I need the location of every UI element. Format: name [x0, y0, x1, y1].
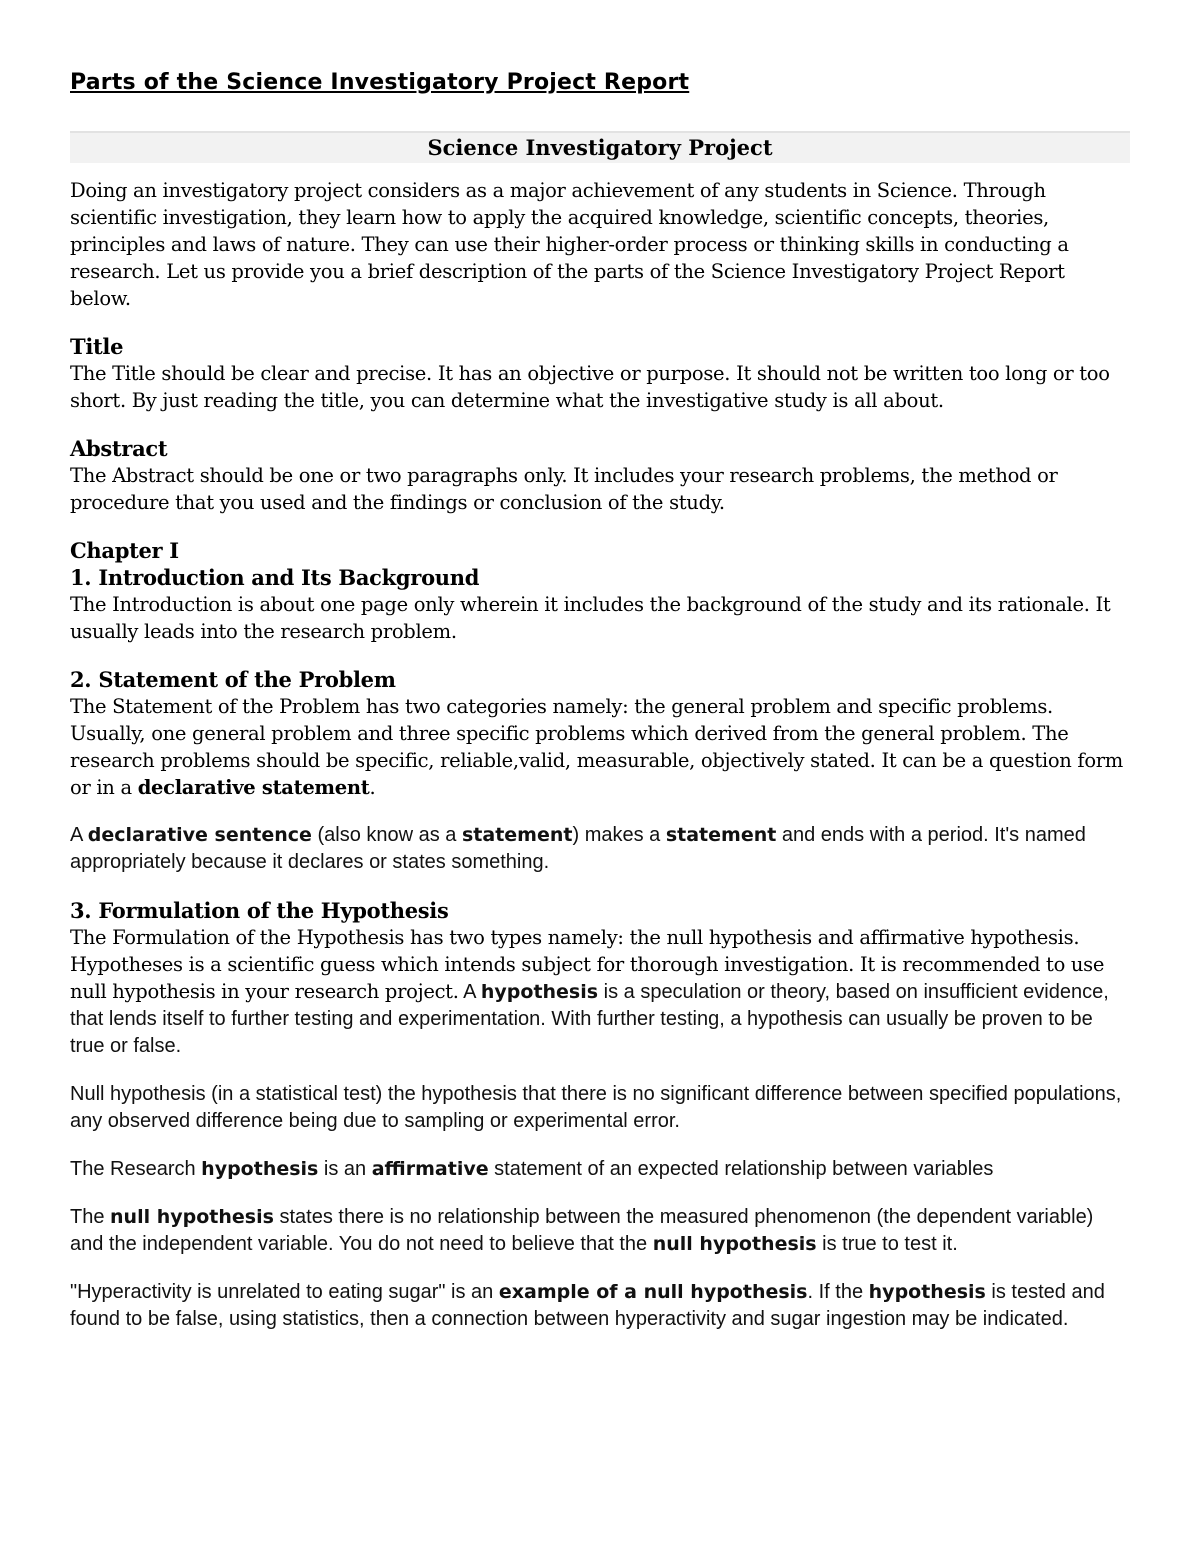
hypothesis-heading: 3. Formulation of the Hypothesis — [70, 898, 449, 923]
hypothesis-body — [70, 924, 1130, 1060]
problem-body — [70, 693, 1130, 801]
research-hypothesis-paragraph — [70, 1156, 1130, 1183]
chapter-heading: Chapter I — [70, 538, 179, 563]
bold-run: example of a null hypothesis — [498, 1281, 808, 1303]
bold-run: hypothesis — [201, 1158, 319, 1180]
bold-run: null hypothesis — [652, 1233, 817, 1255]
text-run: A — [458, 981, 481, 1003]
text-run: The — [70, 1206, 111, 1228]
abstract-heading: Abstract — [70, 436, 168, 461]
bold-run: hypothesis — [480, 981, 599, 1003]
text-run: ) makes a — [572, 824, 666, 846]
title-heading: Title — [70, 334, 124, 359]
bold-run: null hypothesis — [110, 1206, 274, 1228]
text-run: is tested and found to be false, using statistics, then a connection between hyperactivity and sugar ingestion may be indicated. — [70, 1281, 1105, 1330]
document-page — [70, 70, 1130, 1354]
bold-run: statement — [665, 824, 777, 846]
text-run: is true to test it. — [816, 1233, 958, 1255]
bold-run: statement — [462, 824, 573, 846]
null-definition-paragraph: Null hypothesis (in a statistical test) the hypothesis that there is no significant difference between specified populations, any observed difference being due to sampling or experimental error. — [70, 1083, 1122, 1132]
problem-heading: 2. Statement of the Problem — [70, 667, 396, 692]
text-run: is a speculation or theory, based on insufficient evidence, that lends itself to further testing and experimentation. With further testing, a hypothesis can usually be proven to be true or false. — [70, 981, 1109, 1057]
hypothesis-body-serif: The Formulation of the Hypothesis has two types namely: the null hypothesis and affirmative hypothesis. Hypotheses is a scientific guess which intends subject for thorough investigation. It is recommended to use null hypothesis in your research project. — [70, 926, 1105, 1003]
abstract-section — [70, 435, 1130, 516]
section-banner: Science Investigatory Project — [70, 131, 1130, 163]
text-run: (also know as a — [311, 824, 462, 846]
null-hypothesis-paragraph — [70, 1204, 1130, 1258]
bold-run: hypothesis — [868, 1281, 986, 1303]
title-body: The Title should be clear and precise. It has an objective or purpose. It should not be written too long or too short. By just reading the title, you can determine what the investigative study is all about. — [70, 362, 1110, 412]
problem-body-end: . — [369, 776, 376, 799]
bold-run: declarative sentence — [87, 824, 312, 846]
text-run: is an — [318, 1158, 372, 1180]
abstract-body: The Abstract should be one or two paragraphs only. It includes your research problems, the method or procedure that you used and the findings or conclusion of the study. — [70, 464, 1058, 514]
text-run: A — [70, 824, 88, 846]
declarative-paragraph — [70, 822, 1130, 876]
introduction-body: The Introduction is about one page only wherein it includes the background of the study and its rationale. It usually leads into the research problem. — [70, 593, 1111, 643]
hypothesis-section — [70, 897, 1130, 1060]
text-run: . If the — [807, 1281, 869, 1303]
text-run: The Research — [70, 1158, 202, 1180]
document-title: Parts of the Science Investigatory Project Report — [70, 70, 690, 95]
text-run: "Hyperactivity is unrelated to eating sugar" is an — [70, 1281, 499, 1303]
example-paragraph — [70, 1279, 1130, 1333]
problem-section — [70, 666, 1130, 801]
text-run: states there is no relationship between the measured phenomenon (the dependent variable) and the independent variable. You do not need to believe that the — [70, 1206, 1094, 1255]
text-run: and ends with a period. It's named appropriately because it declares or states something. — [70, 824, 1086, 873]
problem-body-bold: declarative statement — [137, 776, 370, 799]
intro-paragraph: Doing an investigatory project considers as a major achievement of any students in Science. Through scientific investigation, they learn how to apply the acquired knowledge, scientific concepts, theories, principles and laws of nature. They can use their higher-order process or thinking skills in conducting a research. Let us provide you a brief description of the parts of the Science Investigatory Project Report below. — [70, 179, 1069, 310]
text-run: statement of an expected relationship between variables — [488, 1158, 994, 1180]
introduction-heading: 1. Introduction and Its Background — [70, 565, 480, 590]
bold-run: affirmative — [371, 1158, 489, 1180]
title-section — [70, 333, 1130, 414]
problem-body-text: The Statement of the Problem has two categories namely: the general problem and specific problems. Usually, one general problem and three specific problems which derived from the general problem. The research problems should be specific, reliable,valid, measurable, objectively stated. It can be a question form or in a — [70, 695, 1123, 799]
chapter1-section — [70, 537, 1130, 645]
